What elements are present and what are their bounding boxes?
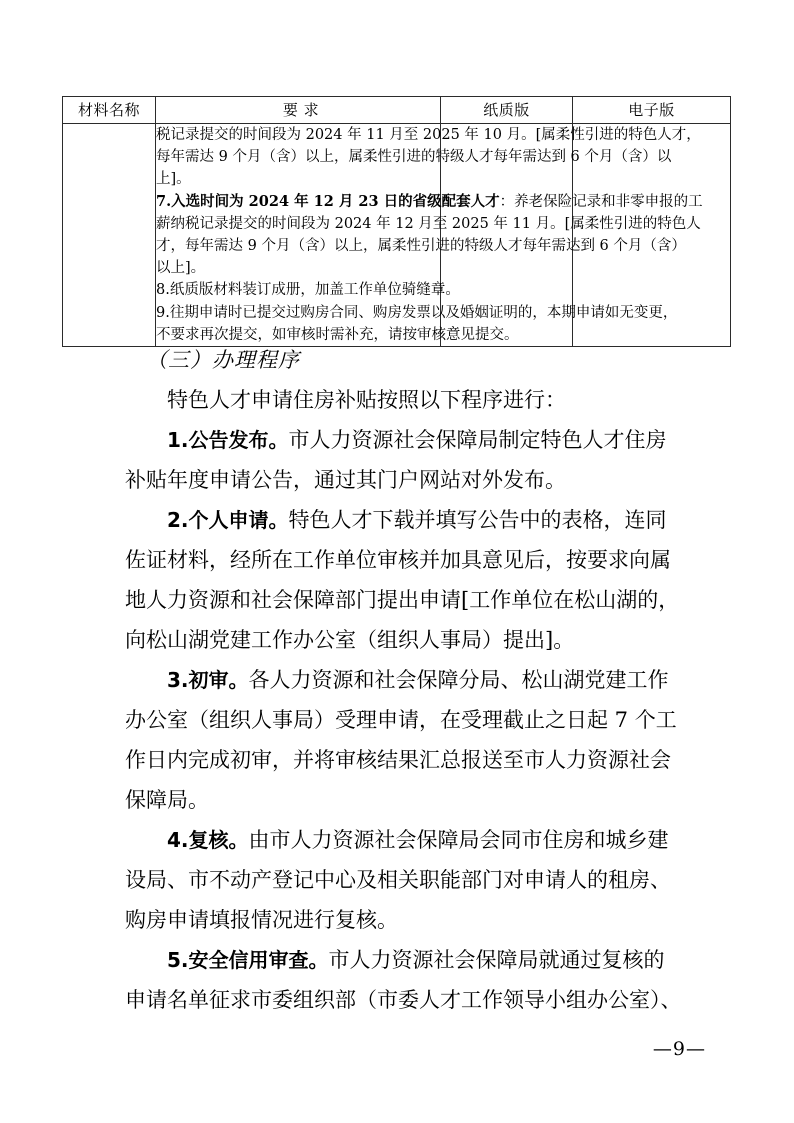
requirement-line-text: 以上]。: [156, 260, 206, 277]
requirement-line: [156, 235, 686, 257]
requirement-line: [156, 257, 440, 279]
procedure-step-line: 购房申请填报情况进行复核。: [125, 908, 398, 932]
procedure-step-line: 5.安全信用审查。市人力资源社会保障局就通过复核的: [167, 948, 665, 972]
requirement-line: [156, 213, 701, 235]
procedure-step-label: 5.安全信用审查。: [167, 948, 329, 972]
procedure-step-label: 1.公告发布。: [167, 428, 289, 452]
requirement-line: [156, 279, 460, 301]
section-heading-processing-procedure: （三）办理程序: [146, 348, 300, 372]
requirement-line-bold: 7.入选时间为 2024 年 12 月 23 日的省级配套人才: [156, 192, 500, 210]
page-number: —9—: [652, 1038, 706, 1060]
intro-paragraph: [125, 380, 681, 420]
procedure-step-line: 佐证材料，经所在工作单位审核并加具意见后，按要求向属: [125, 548, 671, 572]
requirement-line-text: 8.纸质版材料装订成册，加盖工作单位骑缝章。: [156, 282, 460, 299]
procedure-step: [125, 660, 681, 820]
cell-requirement: [156, 124, 703, 347]
requirement-line-suffix: ：养老保险记录和非零申报的工: [499, 193, 703, 210]
procedure-step-line: 地人力资源和社会保障部门提出申请[工作单位在松山湖的，: [125, 588, 680, 612]
procedure-step-line: 保障局。: [125, 788, 209, 812]
procedure-steps-list: [125, 420, 681, 1020]
body-text-container: [125, 340, 681, 1020]
requirements-table: [62, 96, 731, 347]
procedure-step: [125, 940, 681, 1020]
requirement-line-text: 才，每年需达 9 个月（含）以上，属柔性引进的特级人才每年需达到 6 个月（含）: [156, 238, 686, 255]
procedure-step-line: 3.初审。各人力资源和社会保障分局、松山湖党建工作: [167, 668, 669, 692]
requirements-table-container: [62, 96, 730, 347]
procedure-step: [125, 420, 681, 500]
table-body: [63, 124, 731, 347]
column-header-paper-version: 纸质版: [441, 97, 573, 124]
requirement-line-text: 税记录提交的时间段为 2024 年 11 月至 2025 年 10 月。[属柔性引进的特色人才，: [156, 127, 701, 143]
requirement-line: [156, 146, 672, 168]
procedure-step-label: 3.初审。: [167, 668, 249, 692]
requirement-line: [156, 191, 703, 213]
cell-material-name: [63, 124, 156, 347]
requirement-line-text: 不要求再次提交，如审核时需补充，请按审核意见提交。: [156, 326, 519, 343]
procedure-step-line: 办公室（组织人事局）受理申请，在受理截止之日起 7 个工: [125, 708, 677, 732]
procedure-step-line: 作日内完成初审，并将审核结果汇总报送至市人力资源社会: [125, 748, 671, 772]
procedure-step: [125, 820, 681, 940]
column-header-material-name: 材料名称: [63, 97, 156, 124]
table-row: [63, 124, 731, 347]
procedure-step-label: 2.个人申请。: [167, 508, 289, 532]
procedure-step-line: 补贴年度申请公告，通过其门户网站对外发布。: [125, 468, 566, 492]
procedure-step-line: 设局、市不动产登记中心及相关职能部门对申请人的租房、: [125, 868, 671, 892]
procedure-step-line: 1.公告发布。市人力资源社会保障局制定特色人才住房: [167, 428, 667, 452]
requirement-line-text: 9.往期申请时已提交过购房合同、购房发票以及婚姻证明的，本期申请如无变更，: [156, 304, 678, 321]
procedure-step: [125, 500, 681, 660]
procedure-step-line: 申请名单征求市委组织部（市委人才工作领导小组办公室）、: [125, 988, 682, 1012]
requirement-line: [156, 168, 440, 190]
procedure-step-label: 4.复核。: [167, 828, 249, 852]
column-header-electronic-version: 电子版: [573, 97, 731, 124]
requirement-line-text: 薪纳税记录提交的时间段为 2024 年 12 月至 2025 年 11 月。[属柔性引进的特色人: [156, 215, 701, 232]
table-header-row: [63, 97, 731, 124]
requirement-line: [156, 124, 701, 146]
requirement-line: [156, 302, 678, 324]
requirement-line-text: 每年需达 9 个月（含）以上，属柔性引进的特级人才每年需达到 6 个月（含）以: [156, 149, 672, 166]
requirement-line-text: 上]。: [156, 171, 191, 188]
procedure-step-line: 向松山湖党建工作办公室（组织人事局）提出]。: [125, 628, 575, 652]
intro-line: 特色人才申请住房补贴按照以下程序进行：: [167, 388, 566, 412]
procedure-step-line: 2.个人申请。特色人才下载并填写公告中的表格，连同: [167, 508, 667, 532]
column-header-requirement: 要 求: [156, 97, 441, 124]
procedure-step-line: 4.复核。由市人力资源社会保障局会同市住房和城乡建: [167, 828, 669, 852]
